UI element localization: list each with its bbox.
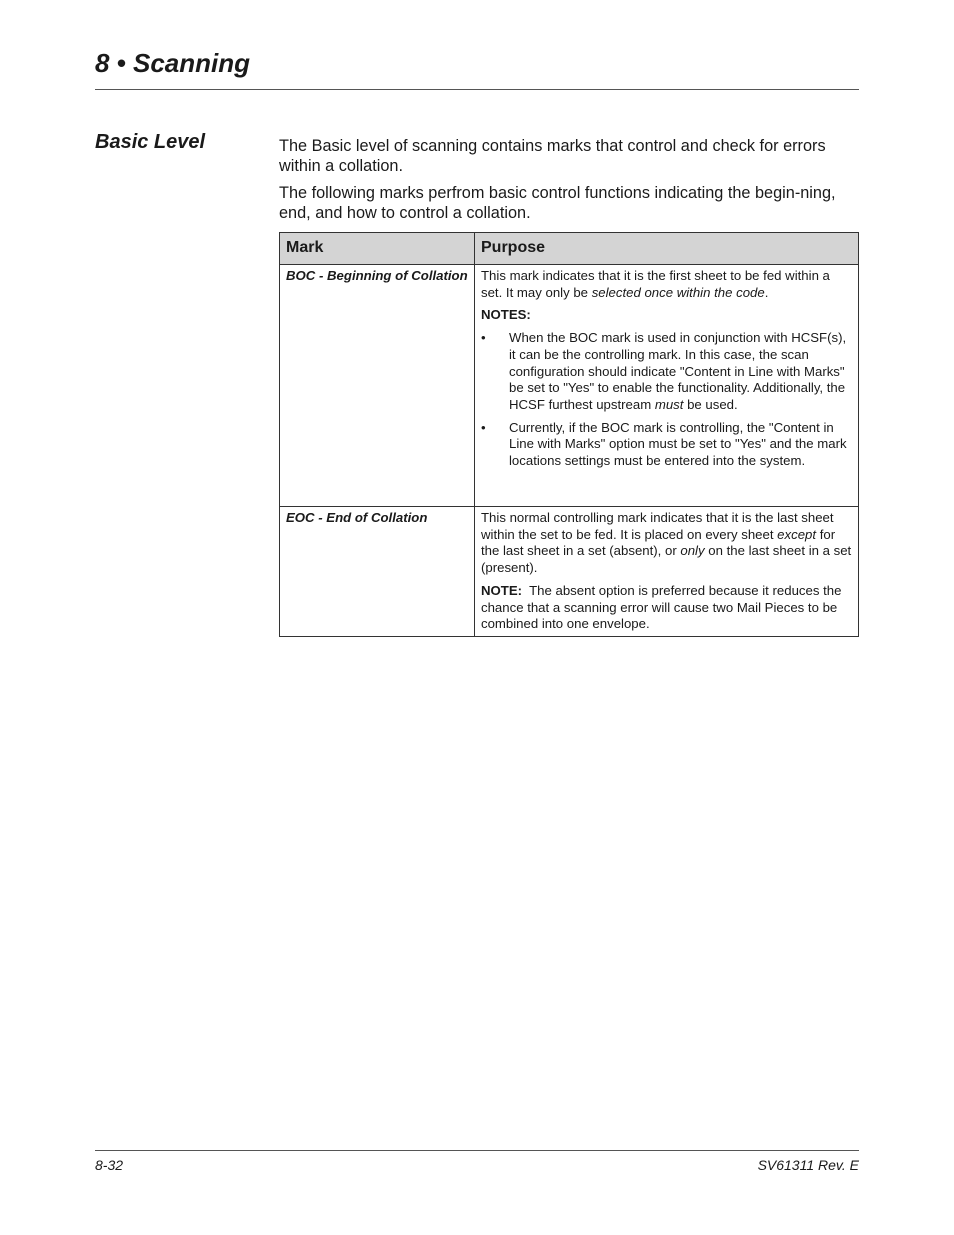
purpose-text: This mark indicates that it is the first sheet to be fed within a set. It may only be selected once within the code. xyxy=(481,268,830,300)
footer-rule xyxy=(95,1150,859,1151)
table-header-row xyxy=(280,233,859,265)
list-item: • When the BOC mark is used in conjunction with HCSF(s), it can be the controlling mark. In this case, the scan configuration should indicate "Content in Line with Marks" be set to "Yes" to enable the functionality. Additionally, the HCSF furthest upstream must be used. xyxy=(481,330,847,412)
mark-name-eoc: EOC - End of Collation xyxy=(286,510,428,525)
mark-cell xyxy=(280,507,475,637)
page-number: 8-32 xyxy=(95,1157,124,1173)
note-text: NOTE: The absent option is preferred because it reduces the chance that a scanning error will cause two Mail Pieces to be combined into one envelope. xyxy=(481,582,846,632)
bullet-icon: • xyxy=(481,419,486,435)
section-body xyxy=(279,136,859,230)
notes-label: NOTES: xyxy=(481,307,531,323)
note-label: NOTE: xyxy=(481,582,523,598)
notes-list xyxy=(481,330,852,470)
document-id: SV61311 Rev. E xyxy=(757,1157,859,1173)
bullet-icon: • xyxy=(481,330,486,346)
marks-table xyxy=(279,232,859,637)
column-header-purpose: Purpose xyxy=(475,233,859,265)
table-row xyxy=(280,265,859,507)
mark-name-boc: BOC - Beginning of Collation xyxy=(286,268,468,283)
header-rule xyxy=(95,89,859,90)
chapter-title: 8 • Scanning xyxy=(95,48,251,78)
list-item: • Currently, if the BOC mark is controlling, the "Content in Line with Marks" option must be set to "Yes" and the mark locations settings must be entered into the system. xyxy=(481,419,847,469)
purpose-cell xyxy=(475,265,859,507)
table-row xyxy=(280,507,859,637)
marks-paragraph: The following marks perfrom basic control functions indicating the begin-ning, end, and how to control a collation. xyxy=(279,184,836,222)
section-title: Basic Level xyxy=(95,131,206,153)
purpose-cell xyxy=(475,507,859,637)
column-header-mark: Mark xyxy=(280,233,475,265)
mark-cell xyxy=(280,265,475,507)
intro-paragraph: The Basic level of scanning contains marks that control and check for errors within a collation. xyxy=(279,137,826,175)
purpose-text: This normal controlling mark indicates that it is the last sheet within the set to be fed. It is placed on every sheet except for the last sheet in a set (absent), or only on the last sheet in a set (present). xyxy=(481,510,852,576)
